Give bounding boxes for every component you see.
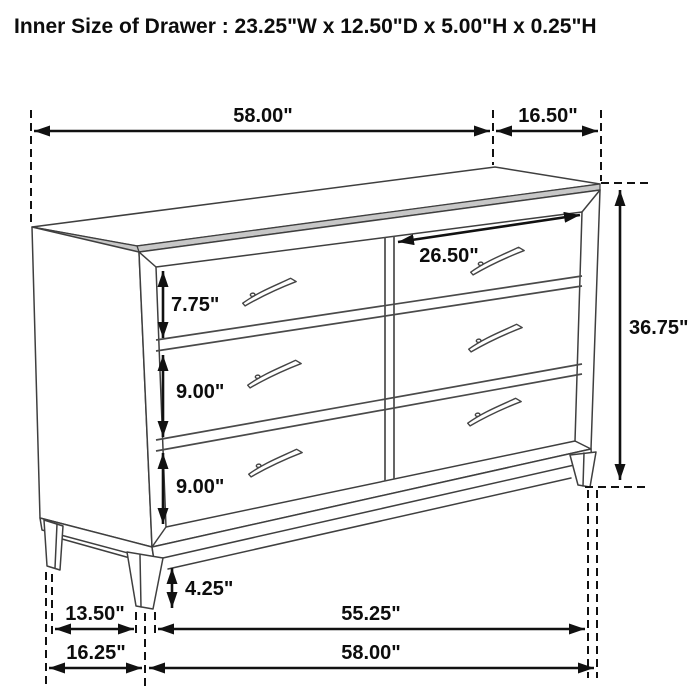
dim-top-width: [34, 105, 490, 131]
dresser-line-drawing: [32, 167, 600, 609]
dresser-leg: [570, 452, 596, 487]
dresser-leg: [44, 520, 63, 570]
page-title: Inner Size of Drawer : 23.25"W x 12.50"D x 5.00"H x 0.25"H: [14, 15, 597, 38]
dimension-label: 16.50": [518, 105, 578, 127]
dim-leg-height: [172, 568, 233, 608]
dim-overall-height: [620, 190, 689, 480]
dimension-label: 7.75": [171, 294, 220, 316]
dimension-label: 4.25": [185, 578, 234, 600]
dimension-label: 58.00": [233, 105, 293, 127]
dimension-label: 16.25": [66, 642, 126, 664]
dim-side-depth: [49, 642, 142, 668]
dimension-label: 26.50": [419, 245, 479, 267]
dimension-label: 58.00": [341, 642, 401, 664]
dimension-label: 36.75": [629, 317, 689, 339]
dimension-label: 9.00": [176, 381, 225, 403]
dresser-leg: [127, 552, 163, 609]
dim-leg-inset-depth: [55, 603, 134, 629]
dimension-label: 13.50": [65, 603, 125, 625]
dim-overall-width: [149, 642, 594, 668]
dim-front-leg-span: [158, 603, 585, 629]
dresser-left-panel: [32, 227, 152, 547]
dim-top-depth: [496, 105, 598, 131]
dimension-label: 9.00": [176, 476, 225, 498]
dimension-label: 55.25": [341, 603, 401, 625]
